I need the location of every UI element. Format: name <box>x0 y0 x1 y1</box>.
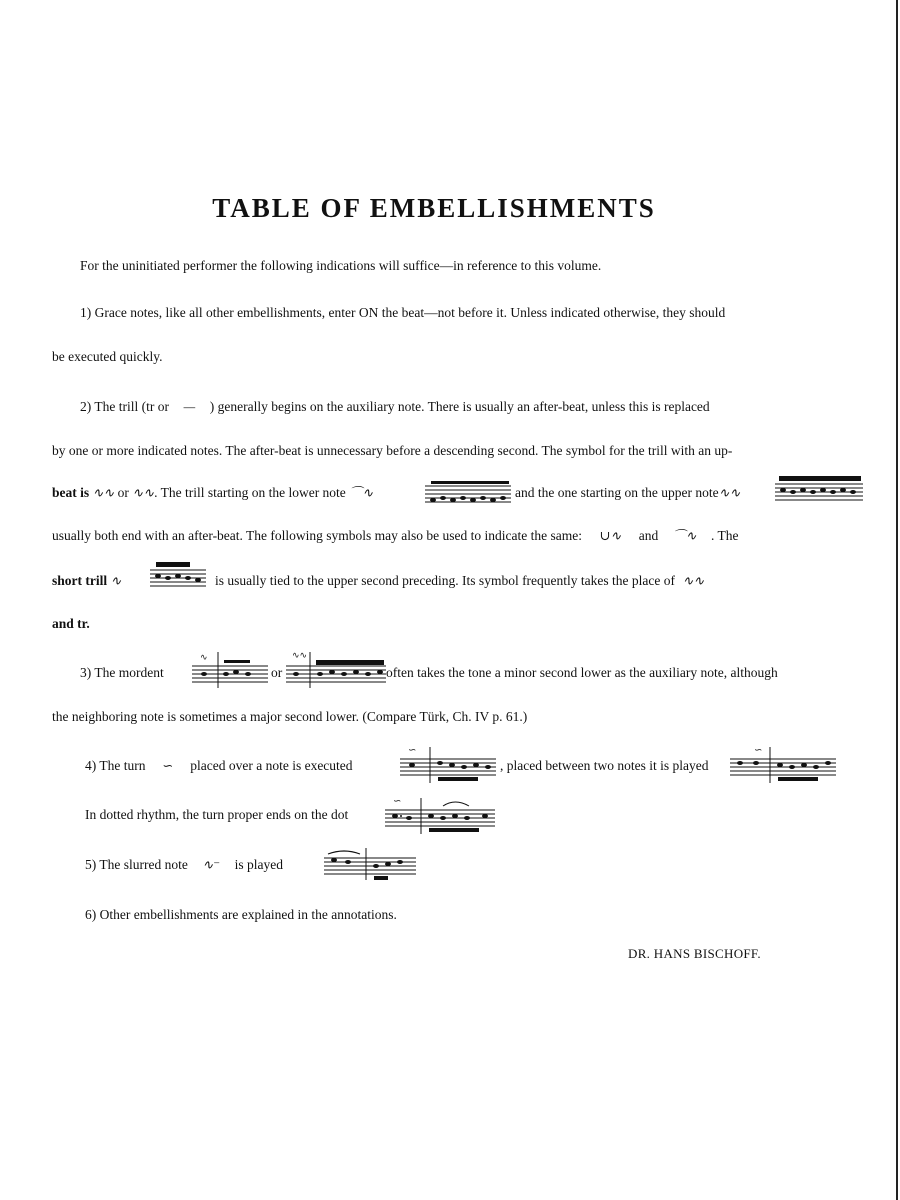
item3-line1c: often takes the tone a minor second lower as the auxiliary note, although <box>386 665 778 680</box>
item3-or: or <box>271 665 283 680</box>
item5-a: 5) The slurred note <box>85 857 188 872</box>
upbeat-trill-symbol-1: ∿∿ <box>92 485 115 500</box>
slurred-note-notation <box>324 846 416 882</box>
svg-text:∿: ∿ <box>200 653 208 663</box>
lower-trill-notation <box>425 478 511 508</box>
item4-line2: In dotted rhythm, the turn proper ends on the dot <box>85 807 349 822</box>
item2-line3b: or <box>117 485 129 500</box>
intro-text: For the uninitiated performer the following indications will suffice—in reference to this volume. <box>80 258 602 273</box>
upper-trill-notation <box>775 474 863 506</box>
turn-between-notes-notation <box>730 745 836 783</box>
item1-line1: 1) Grace notes, like all other embellishments, enter ON the beat—not before it. Unless indicated otherwise, they should <box>80 305 726 320</box>
svg-text:∿∿: ∿∿ <box>292 651 308 661</box>
item2-line6: and tr. <box>52 616 90 631</box>
item4-line1a: 4) The turn <box>85 758 146 773</box>
item2-line5-cont <box>215 571 708 591</box>
item2-line3 <box>52 483 373 503</box>
item2-line1a: 2) The trill (tr or <box>80 399 169 414</box>
trill-line-symbol: — <box>183 399 196 414</box>
svg-text:∽: ∽ <box>408 745 417 756</box>
item4-line1c: , placed between two notes it is played <box>500 758 709 773</box>
item2-line3d: and the one starting on the upper note <box>515 485 719 500</box>
item2-line2: by one or more indicated notes. The after-beat is unnecessary before a descending second. The symbol for the trill with an up- <box>52 443 733 458</box>
item2-line4 <box>52 526 738 546</box>
upper-trill-symbol: ∿∿ <box>718 485 741 500</box>
item2-line3-cont <box>515 483 740 503</box>
item5-b: is played <box>234 857 283 872</box>
item2-line1b: ) generally begins on the auxiliary note. There is usually an after-beat, unless this is replaced <box>209 399 710 414</box>
alt-trill-symbol-2: ⌒∿ <box>672 528 697 543</box>
slurred-note-symbol: ∿⁻ <box>202 857 221 872</box>
lower-trill-symbol: ⌒∿ <box>349 485 374 500</box>
upbeat-trill-ref-symbol: ∿∿ <box>682 573 705 588</box>
item2-line5b: is usually tied to the upper second preceding. Its symbol frequently takes the place of <box>215 573 675 588</box>
item2-line5 <box>52 571 141 591</box>
svg-text:∽: ∽ <box>393 796 402 807</box>
turn-over-note-notation <box>400 745 496 783</box>
svg-text:∽: ∽ <box>754 745 763 756</box>
item2-line4b: and <box>638 528 659 543</box>
item4-line1b: placed over a note is executed <box>190 758 353 773</box>
item2-line1 <box>80 397 710 417</box>
short-trill-notation <box>150 560 206 592</box>
item2-line4c: . The <box>710 528 739 543</box>
item4-line1 <box>85 756 353 776</box>
short-trill-symbol: ∿ <box>110 573 122 588</box>
signature: DR. HANS BISCHOFF. <box>628 946 761 961</box>
item1-line2: be executed quickly. <box>52 349 163 364</box>
turn-symbol: ∽ <box>162 758 174 773</box>
item5-line <box>85 855 283 875</box>
page-title: TABLE OF EMBELLISHMENTS <box>212 193 656 223</box>
item2-line5a: short trill <box>52 573 108 588</box>
alt-trill-symbol-1: ∪∿ <box>599 528 622 543</box>
dotted-turn-notation <box>385 796 495 834</box>
item3-line2: the neighboring note is sometimes a major second lower. (Compare Türk, Ch. IV p. 61.) <box>52 709 528 724</box>
item2-line3a: beat is <box>52 485 90 500</box>
item2-line4a: usually both end with an after-beat. The following symbols may also be used to indicate the same: <box>52 528 582 543</box>
mordent-notation-1 <box>192 652 268 688</box>
item6-line: 6) Other embellishments are explained in the annotations. <box>85 907 397 922</box>
upbeat-trill-symbol-2: ∿∿ <box>132 485 155 500</box>
item3-line1a: 3) The mordent <box>80 665 164 680</box>
page-edge <box>896 0 898 1200</box>
item3-line1 <box>80 663 164 683</box>
mordent-notation-2 <box>286 650 386 688</box>
item2-line3c: . The trill starting on the lower note <box>154 485 346 500</box>
